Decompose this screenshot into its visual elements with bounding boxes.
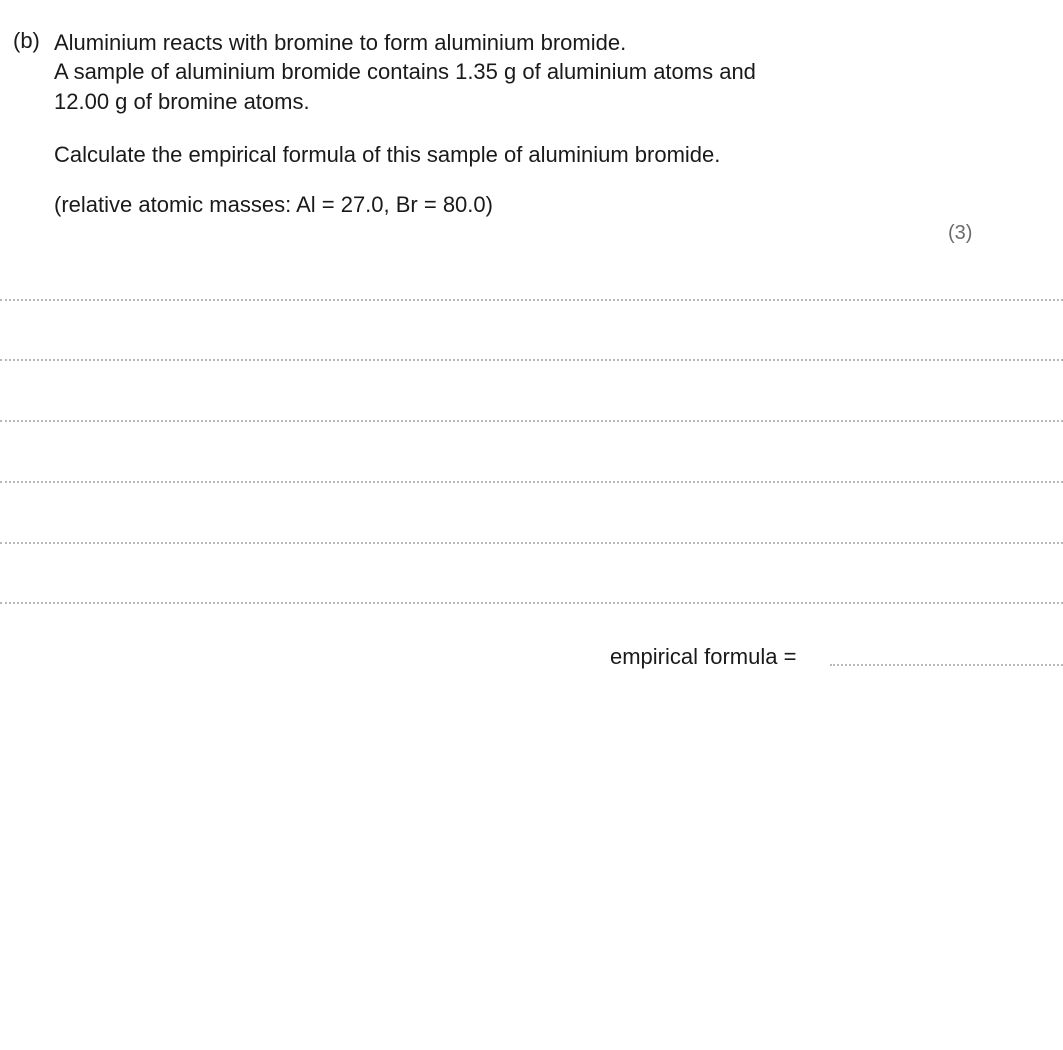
answer-line-4[interactable] (0, 481, 1063, 483)
empirical-formula-answer-line[interactable] (830, 664, 1063, 666)
question-instruction: Calculate the empirical formula of this sample of aluminium bromide. (54, 142, 721, 167)
question-line-1: Aluminium reacts with bromine to form aluminium bromide. (54, 30, 627, 55)
empirical-formula-label: empirical formula = (610, 644, 797, 669)
marks-indicator: (3) (948, 222, 973, 244)
answer-line-3[interactable] (0, 420, 1063, 422)
answer-line-2[interactable] (0, 359, 1063, 361)
relative-atomic-masses-note: (relative atomic masses: Al = 27.0, Br = 80.0) (54, 192, 493, 217)
question-part-label: (b) (13, 28, 40, 53)
answer-line-1[interactable] (0, 299, 1063, 301)
question-line-3: 12.00 g of bromine atoms. (54, 89, 310, 114)
question-line-2: A sample of aluminium bromide contains 1.35 g of aluminium atoms and (54, 59, 756, 84)
answer-line-6[interactable] (0, 602, 1063, 604)
answer-line-5[interactable] (0, 542, 1063, 544)
